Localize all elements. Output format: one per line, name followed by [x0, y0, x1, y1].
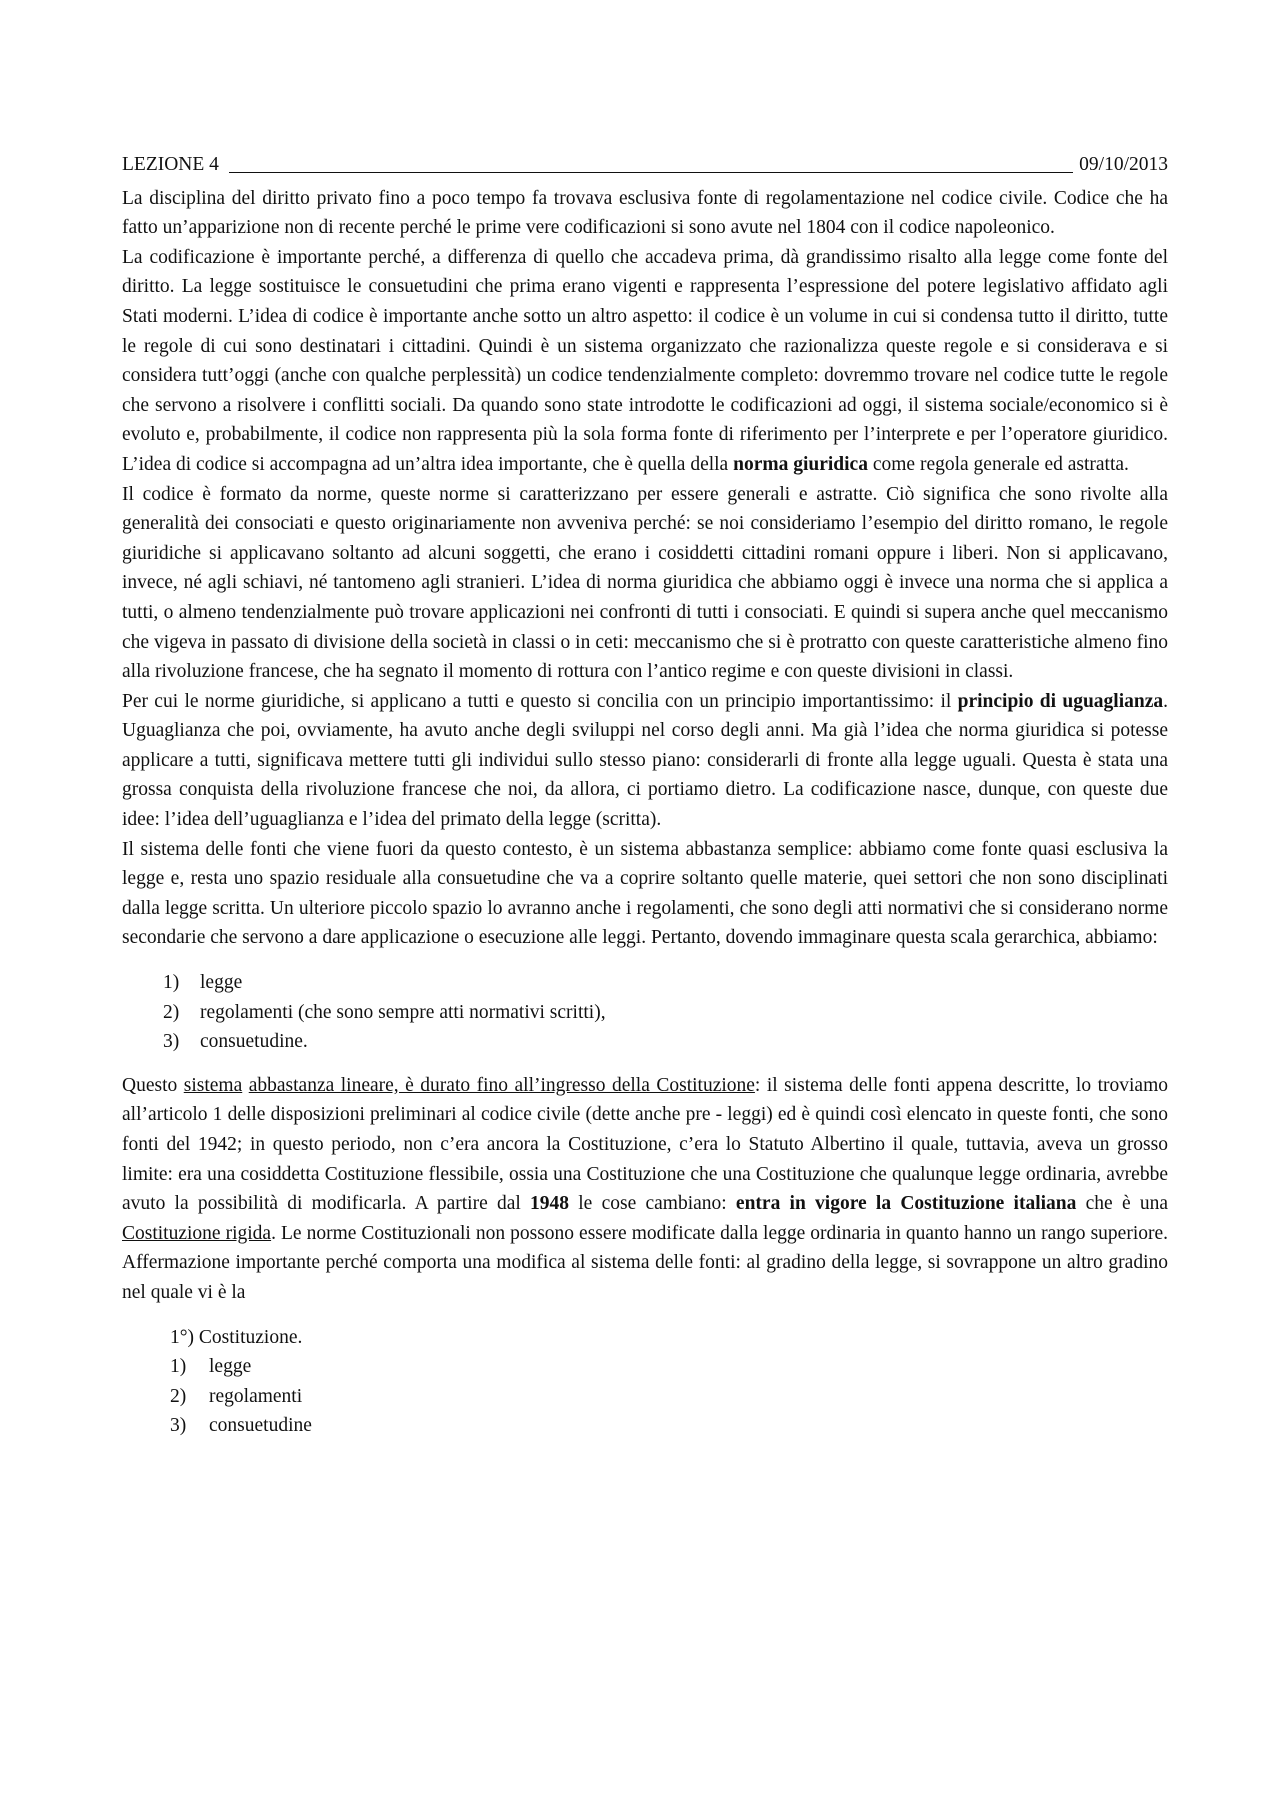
list-item: [122, 1382, 1168, 1412]
paragraph-6-cont2: che è una: [1076, 1193, 1168, 1215]
header-rule: [229, 172, 1073, 173]
paragraph-6-middle: : il sistema delle fonti appena descritte, lo troviamo all’articolo 1 delle disposizioni preliminari al codice civile (dette anche pre - leggi) ed è quindi così elencato in queste fonti, che sono fonti del 1942; in questo periodo, non c’era ancora la Costituzione, c’era lo Statuto Albertino il quale, tuttavia, aveva un grosso limite: era una cosiddetta Costituzione flessibile, ossia una Costituzione che una Costituzione che qualunque legge ordinaria, avrebbe avuto la possibilità di modificarla. A partire dal: [122, 1074, 1168, 1215]
sources-list: [122, 968, 1168, 1057]
bold-principio-uguaglianza: principio di uguaglianza: [957, 690, 1164, 712]
lesson-header: [122, 150, 1168, 180]
list-item-text: legge: [200, 972, 243, 994]
paragraph-4: [122, 687, 1168, 835]
paragraph-2-text: La codificazione è importante perché, a differenza di quello che accadeva prima, dà grandissimo risalto alla legge come fonte del diritto. La legge sostituisce le consuetudini che prima erano vigenti e rappresenta l’espressione del potere legislativo affidato agli Stati moderni. L’idea di codice è importante anche sotto un altro aspetto: il codice è un volume in cui si condensa tutto il diritto, tutte le regole di cui sono destinatari i cittadini. Quindi è un sistema organizzato che razionalizza queste regole e si considerava e si considera tutt’oggi (anche con qualche perplessità) un codice tendenzialmente completo: dovremmo trovare nel codice tutte le regole che servono a risolvere i conflitti sociali. Da quando sono state introdotte le codificazioni ad oggi, il sistema sociale/economico si è evoluto e, probabilmente, il codice non rappresenta più la sola forma fonte di riferimento per l’interprete e per l’operatore giuridico. L’idea di codice si accompagna ad un’altra idea importante, che è quella della: [122, 246, 1168, 475]
list-item-number: 1): [163, 972, 180, 994]
list-item-text: legge: [209, 1356, 252, 1378]
paragraph-6: [122, 1071, 1168, 1308]
list-item-costituzione: 1°) Costituzione.: [170, 1326, 303, 1348]
bold-year: 1948: [530, 1193, 570, 1215]
paragraph-1: La disciplina del diritto privato fino a poco tempo fa trovava esclusiva fonte di regolamentazione nel codice civile. Codice che ha fatto un’apparizione non di recente perché le prime vere codificazioni si sono avute nel 1804 con il codice napoleonico.: [122, 187, 1168, 239]
list-item-number: 2): [170, 1385, 187, 1407]
list-item-text: regolamenti: [209, 1385, 303, 1407]
list-item-number: 3): [170, 1415, 187, 1437]
paragraph-2-end: come regola generale ed astratta.: [867, 453, 1129, 475]
paragraph-4-text: Per cui le norme giuridiche, si applicano a tutti e questo si concilia con un principio importantissimo: il: [122, 690, 958, 712]
list-item-number: 1): [170, 1356, 187, 1378]
paragraph-6-cont: le cose cambiano:: [569, 1193, 736, 1215]
lesson-date: 09/10/2013: [1079, 154, 1168, 175]
underline-sistema: sistema: [183, 1074, 243, 1096]
paragraph-4-end: . Uguaglianza che poi, ovviamente, ha avuto anche degli sviluppi nel corso degli anni. Ma già l’idea che norma giuridica si potesse applicare a tutti, significava mettere tutti gli individui sullo stesso piano: considerarli di fronte alla legge uguali. Questa è stata una grossa conquista della rivoluzione francese che noi, da allora, ci portiamo dietro. La codificazione nasce, dunque, con queste due idee: l’idea dell’uguaglianza e l’idea del primato della legge (scritta).: [122, 690, 1169, 831]
list-item-number: 3): [163, 1031, 180, 1053]
bold-norma-giuridica: norma giuridica: [733, 453, 868, 475]
list-item: [122, 1411, 1168, 1441]
document-page: [122, 150, 1168, 1441]
paragraph-3: Il codice è formato da norme, queste norme si caratterizzano per essere generali e astratte. Ciò significa che sono rivolte alla generalità dei consociati e questo originariamente non avveniva perché: se noi consideriamo l’esempio del diritto romano, le regole giuridiche si applicavano soltanto ad alcuni soggetti, che erano i cosiddetti cittadini romani oppure i liberi. Non si applicavano, invece, né agli schiavi, né tantomeno agli stranieri. L’idea di norma giuridica che abbiamo oggi è invece una norma che si applica a tutti, o almeno tendenzialmente può trovare applicazioni nei confronti di tutti i consociati. E quindi si supera anche quel meccanismo che vigeva in passato di divisione della società in classi o in ceti: meccanismo che si è protratto con queste caratteristiche almeno fino alla rivoluzione francese, che ha segnato il momento di rottura con l’antico regime e con queste divisioni in classi.: [122, 483, 1168, 683]
list-item-text: consuetudine.: [200, 1031, 308, 1053]
list-item: [122, 1352, 1168, 1382]
list-item: [122, 1027, 1168, 1057]
list-item: [122, 998, 1168, 1028]
paragraph-6-end: . Le norme Costituzionali non possono essere modificate dalla legge ordinaria in quanto hanno un rango superiore. Affermazione importante perché comporta una modifica al sistema delle fonti: al gradino della legge, si sovrappone un altro gradino nel quale vi è la: [122, 1222, 1169, 1303]
hierarchy-list: [122, 1323, 1168, 1441]
bold-costituzione: entra in vigore la Costituzione italiana: [735, 1193, 1077, 1215]
lesson-title: LEZIONE 4: [122, 154, 219, 175]
list-item-text: regolamenti (che sono sempre atti normativi scritti),: [200, 1001, 606, 1023]
list-item: [122, 968, 1168, 998]
list-item-text: consuetudine: [209, 1415, 312, 1437]
paragraph-2: [122, 243, 1168, 480]
paragraph-5: Il sistema delle fonti che viene fuori da questo contesto, è un sistema abbastanza semplice: abbiamo come fonte quasi esclusiva la legge e, resta uno spazio residuale alla consuetudine che va a coprire soltanto quelle materie, quei settori che non sono disciplinati dalla legge scritta. Un ulteriore piccolo spazio lo avranno anche i regolamenti, che sono degli atti normativi che si considerano norme secondarie che servono a dare applicazione o esecuzione alle leggi. Pertanto, dovendo immaginare questa scala gerarchica, abbiamo:: [122, 838, 1168, 949]
underline-costituzione-rigida: Costituzione rigida: [122, 1222, 272, 1244]
paragraph-6-text: Questo: [122, 1074, 184, 1096]
list-item-number: 2): [163, 1001, 180, 1023]
underline-lineare: abbastanza lineare, è durato fino all’ingresso della Costituzione: [248, 1074, 755, 1096]
